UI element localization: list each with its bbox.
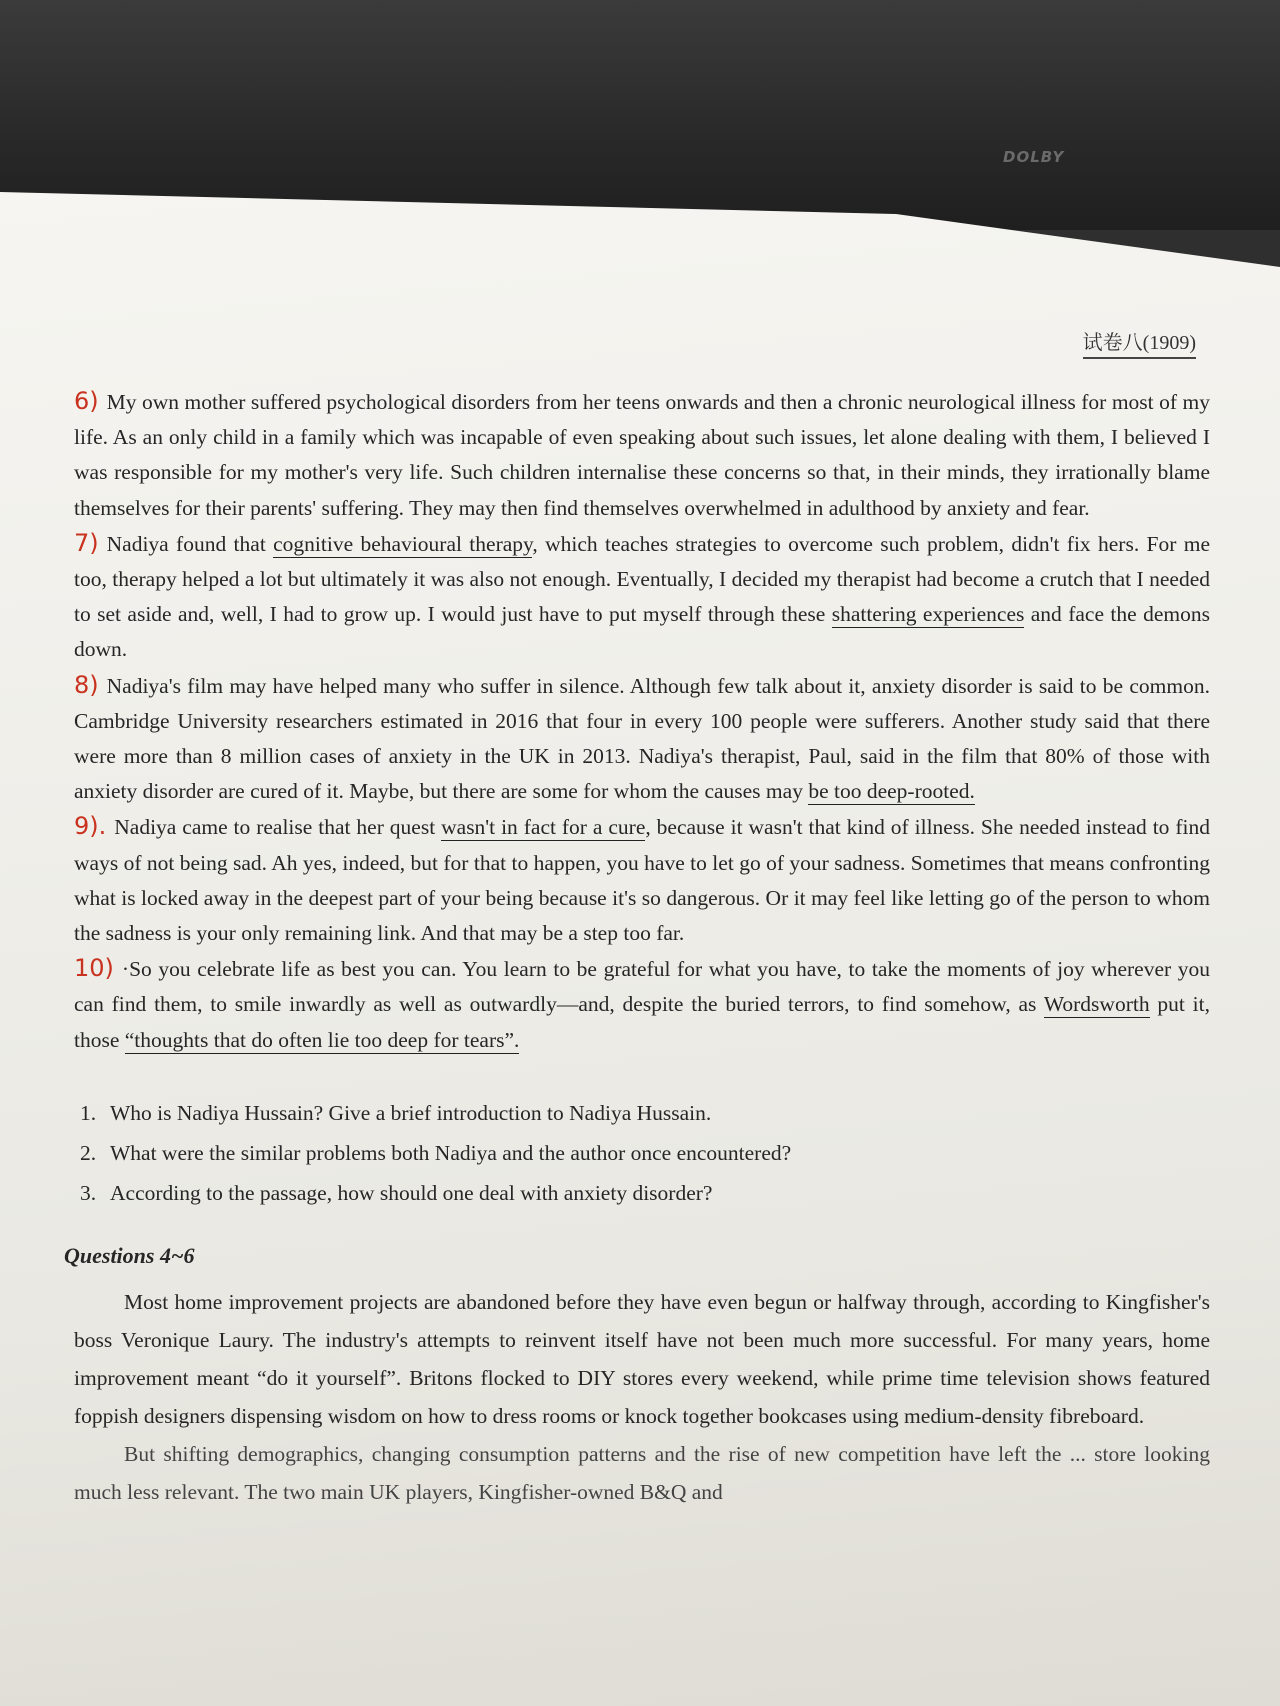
question-item [80,1134,1210,1172]
paragraph-text: put it, those [74,992,1210,1052]
underlined-phrase: be too deep-rooted. [808,779,975,804]
question-number: 3. [80,1180,97,1205]
section-paragraph: But shifting demographics, changing consumption patterns and the rise of new competition have left the ... store looking much less relevant. The two main UK players, Kingfisher-owned B&Q and [74,1442,1210,1505]
paragraph-text: and face the demons down. [74,602,1210,662]
handwritten-paragraph-number: 8) [74,670,99,699]
paragraph-text: ·So you celebrate life as best you can. You learn to be grateful for what you have, to take the moments of joy wherever you can find them, to smile inwardly as well as outwardly—and, despite the buried terrors, to find somehow, as [74,957,1210,1017]
exam-header-tag: 试卷八(1909) [1083,326,1196,359]
device-bezel [0,0,1280,230]
paragraph-text: , because it wasn't that kind of illness. She needed instead to find ways of not being sad. Ah yes, indeed, but for that to happen, you have to let go of your sadness. Sometimes that means confronting what is locked away in the deepest part of your being because it's so dangerous. Or it may feel like letting go of the person to whom the sadness is your only remaining link. And that may be a step too far. [74,815,1210,946]
paragraph-text: Nadiya came to realise that her quest [114,815,442,840]
passage [74,384,1210,1058]
question-text: Who is Nadiya Hussain? Give a brief introduction to Nadiya Hussain. [110,1100,712,1125]
handwritten-paragraph-number: 10) [74,954,114,983]
question-number: 2. [80,1140,97,1165]
question-text: According to the passage, how should one deal with anxiety disorder? [110,1180,713,1205]
question-text: What were the similar problems both Nadiya and the author once encountered? [110,1140,792,1165]
dolby-logo: DOLBY [1003,148,1065,166]
underlined-phrase: Wordsworth [1043,992,1150,1017]
section-passage [74,1283,1210,1511]
underlined-phrase: wasn't in fact for a cure [441,815,646,840]
paragraph [74,951,1210,1058]
handwritten-paragraph-number: 7) [74,528,99,557]
section-title: Questions 4~6 [64,1242,195,1268]
paragraph [74,384,1210,526]
paragraph-text: , which teaches strategies to overcome such problem, didn't fix hers. For me too, therapy helped a lot but ultimately it was also not enough. Eventually, I decided my therapist had become a crutch that I needed to set aside and, well, I had to grow up. I would just have to put myself through these [74,531,1210,627]
document-body [64,384,1210,1511]
underlined-phrase: cognitive behavioural therapy [273,531,533,556]
paragraph-text: Nadiya's film may have helped many who suffer in silence. Although few talk about it, anxiety disorder is said to be common. Cambridge University researchers estimated in 2016 that four in every 100 people were sufferers. Another study said that there were more than 8 million cases of anxiety in the UK in 2013. Nadiya's therapist, Paul, said in the film that 80% of those with anxiety disorder are cured of it. Maybe, but there are some for whom the causes may [74,673,1210,804]
paragraph [74,526,1210,668]
question-item [80,1094,1210,1132]
handwritten-paragraph-number: 6) [74,387,99,415]
paragraph-text: My own mother suffered psychological disorders from her teens onwards and then a chronic neurological illness for most of my life. As an only child in a family which was incapable of even speaking about such issues, let alone dealing with them, I believed I was responsible for my mother's very life. Such children internalise these concerns so that, in their minds, they irrationally blame themselves for their parents' suffering. They may then find themselves overwhelmed in adulthood by anxiety and fear. [74,390,1210,520]
handwritten-paragraph-number: 9). [74,812,107,841]
paragraph-text: Nadiya found that [106,531,274,556]
underlined-phrase: “thoughts that do often lie too deep for tears”. [124,1027,520,1052]
paragraph [74,809,1210,951]
question-item [80,1174,1210,1212]
question-number: 1. [80,1100,97,1125]
question-list [80,1094,1210,1212]
section-paragraph: Most home improvement projects are abandoned before they have even begun or halfway through, according to Kingfisher's boss Veronique Laury. The industry's attempts to reinvent itself have not been much more successful. For many years, home improvement meant “do it yourself”. Britons flocked to DIY stores every weekend, while prime time television shows featured foppish designers dispensing wisdom on how to dress rooms or knock together bookcases using medium-density fibreboard. [74,1290,1210,1429]
paragraph [74,668,1210,810]
underlined-phrase: shattering experiences [831,602,1025,627]
